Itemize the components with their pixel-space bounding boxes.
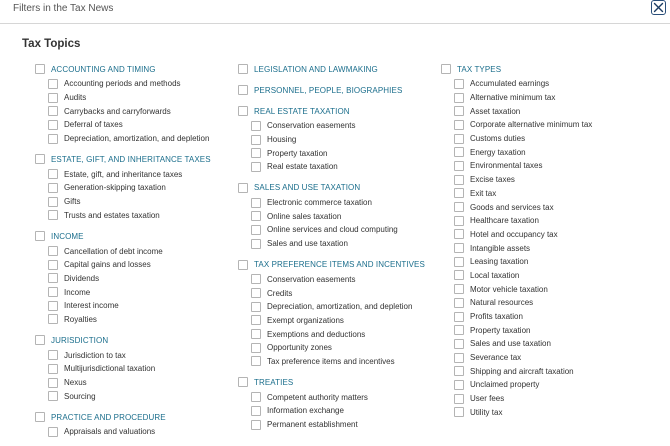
topic-label: Energy taxation bbox=[470, 147, 526, 157]
topic-label: Carrybacks and carryforwards bbox=[64, 106, 171, 116]
topic-checkbox[interactable] bbox=[251, 392, 261, 402]
topic-group bbox=[35, 152, 211, 222]
topic-customs-duties[interactable] bbox=[441, 132, 592, 146]
topic-checkbox[interactable] bbox=[454, 380, 464, 390]
topic-utility-tax[interactable] bbox=[441, 406, 592, 420]
topic-checkbox[interactable] bbox=[48, 246, 58, 256]
topic-label: Goods and services tax bbox=[470, 202, 554, 212]
category-label: PRACTICE AND PROCEDURE bbox=[51, 412, 166, 422]
topic-alternative-minimum-tax[interactable] bbox=[441, 91, 592, 105]
category-checkbox[interactable] bbox=[35, 412, 45, 422]
topic-severance-tax[interactable] bbox=[441, 351, 592, 365]
topic-label: Unclaimed property bbox=[470, 380, 540, 390]
topic-group bbox=[35, 410, 211, 439]
topic-label: Interest income bbox=[64, 301, 119, 311]
topic-checkbox[interactable] bbox=[251, 198, 261, 208]
topic-label: Electronic commerce taxation bbox=[267, 198, 372, 208]
topic-accounting-periods-and-methods[interactable] bbox=[35, 77, 211, 91]
topic-label: Online sales taxation bbox=[267, 211, 342, 221]
topic-label: Credits bbox=[267, 288, 293, 298]
topic-hotel-and-occupancy-tax[interactable] bbox=[441, 228, 592, 242]
topic-checkbox[interactable] bbox=[48, 79, 58, 89]
topic-checkbox[interactable] bbox=[48, 169, 58, 179]
topic-checkbox[interactable] bbox=[251, 148, 261, 158]
topic-corporate-alternative-minimum-tax[interactable] bbox=[441, 118, 592, 132]
topic-label: Generation-skipping taxation bbox=[64, 183, 166, 193]
topic-label: Sourcing bbox=[64, 391, 96, 401]
topic-checkbox[interactable] bbox=[454, 394, 464, 404]
close-icon bbox=[653, 2, 664, 13]
topic-online-sales-taxation[interactable] bbox=[238, 209, 425, 223]
topic-checkbox[interactable] bbox=[454, 407, 464, 417]
topic-checkbox[interactable] bbox=[251, 315, 261, 325]
topic-checkbox[interactable] bbox=[454, 134, 464, 144]
topic-checkbox[interactable] bbox=[454, 216, 464, 226]
topic-checkbox[interactable] bbox=[48, 120, 58, 130]
topic-checkbox[interactable] bbox=[454, 79, 464, 89]
topic-label: Royalties bbox=[64, 314, 97, 324]
topics-column-1 bbox=[35, 62, 211, 446]
topic-checkbox[interactable] bbox=[454, 284, 464, 294]
topic-checkbox[interactable] bbox=[251, 211, 261, 221]
topic-checkbox[interactable] bbox=[454, 93, 464, 103]
topic-checkbox[interactable] bbox=[251, 239, 261, 249]
topic-label: Property taxation bbox=[470, 325, 531, 335]
category-label: ACCOUNTING AND TIMING bbox=[51, 64, 156, 74]
topic-housing[interactable] bbox=[238, 133, 425, 147]
topic-checkbox[interactable] bbox=[251, 329, 261, 339]
category-real-estate-taxation[interactable] bbox=[238, 104, 425, 118]
topic-label: Information exchange bbox=[267, 406, 344, 416]
category-checkbox[interactable] bbox=[238, 183, 248, 193]
topic-checkbox[interactable] bbox=[454, 161, 464, 171]
topic-checkbox[interactable] bbox=[48, 301, 58, 311]
topic-local-taxation[interactable] bbox=[441, 269, 592, 283]
topic-gifts[interactable] bbox=[35, 195, 211, 209]
topic-property-taxation[interactable] bbox=[441, 323, 592, 337]
category-estate-gift-and-inheritance-taxes[interactable] bbox=[35, 152, 211, 166]
category-label: PERSONNEL, PEOPLE, BIOGRAPHIES bbox=[254, 85, 403, 95]
category-checkbox[interactable] bbox=[35, 231, 45, 241]
topic-checkbox[interactable] bbox=[454, 243, 464, 253]
topic-group bbox=[238, 181, 425, 251]
topic-checkbox[interactable] bbox=[48, 364, 58, 374]
category-checkbox[interactable] bbox=[238, 106, 248, 116]
topic-shipping-and-aircraft-taxation[interactable] bbox=[441, 364, 592, 378]
category-label: LEGISLATION AND LAWMAKING bbox=[254, 64, 378, 74]
topic-income[interactable] bbox=[35, 285, 211, 299]
topic-trusts-and-estates-taxation[interactable] bbox=[35, 209, 211, 223]
category-label: TAX PREFERENCE ITEMS AND INCENTIVES bbox=[254, 260, 425, 269]
topic-group bbox=[238, 62, 425, 76]
topic-carrybacks-and-carryforwards[interactable] bbox=[35, 104, 211, 118]
topic-motor-vehicle-taxation[interactable] bbox=[441, 282, 592, 296]
category-tax-preference-items-and-incentives[interactable] bbox=[238, 258, 425, 272]
topic-jurisdiction-to-tax[interactable] bbox=[35, 348, 211, 362]
topic-label: Permanent establishment bbox=[267, 420, 358, 430]
category-personnel-people-biographies[interactable] bbox=[238, 83, 425, 97]
topic-label: Shipping and aircraft taxation bbox=[470, 366, 574, 376]
topic-deferral-of-taxes[interactable] bbox=[35, 118, 211, 132]
topic-royalties[interactable] bbox=[35, 313, 211, 327]
topic-energy-taxation[interactable] bbox=[441, 145, 592, 159]
topic-checkbox[interactable] bbox=[454, 147, 464, 157]
topic-label: Opportunity zones bbox=[267, 343, 332, 353]
topic-group bbox=[238, 258, 425, 369]
topic-label: Real estate taxation bbox=[267, 162, 338, 172]
topic-label: Online services and cloud computing bbox=[267, 225, 398, 235]
topic-label: Trusts and estates taxation bbox=[64, 210, 160, 220]
topic-audits[interactable] bbox=[35, 91, 211, 105]
dialog-titlebar bbox=[0, 0, 670, 24]
topic-label: Tax preference items and incentives bbox=[267, 356, 395, 366]
topic-label: Capital gains and losses bbox=[64, 260, 151, 270]
topic-checkbox[interactable] bbox=[48, 106, 58, 116]
topic-depreciation-amortization-and-depletion[interactable] bbox=[35, 132, 211, 146]
topic-conservation-easements[interactable] bbox=[238, 273, 425, 287]
topic-label: Severance tax bbox=[470, 353, 522, 363]
topic-group bbox=[238, 104, 425, 174]
category-label: TREATIES bbox=[254, 377, 294, 387]
category-checkbox[interactable] bbox=[238, 85, 248, 95]
category-label: TAX TYPES bbox=[457, 64, 502, 74]
topic-label: Accounting periods and methods bbox=[64, 79, 181, 89]
category-label: REAL ESTATE TAXATION bbox=[254, 106, 350, 116]
topic-checkbox[interactable] bbox=[251, 225, 261, 235]
topic-capital-gains-and-losses[interactable] bbox=[35, 258, 211, 272]
topic-label: Multijurisdictional taxation bbox=[64, 364, 156, 374]
topic-label: Customs duties bbox=[470, 134, 526, 144]
topic-checkbox[interactable] bbox=[48, 273, 58, 283]
category-checkbox[interactable] bbox=[238, 64, 248, 74]
topic-group bbox=[238, 83, 425, 97]
topic-unclaimed-property[interactable] bbox=[441, 378, 592, 392]
topic-label: Profits taxation bbox=[470, 312, 523, 322]
topic-group bbox=[35, 333, 211, 403]
topic-checkbox[interactable] bbox=[251, 162, 261, 172]
topic-checkbox[interactable] bbox=[251, 121, 261, 131]
topic-checkbox[interactable] bbox=[48, 183, 58, 193]
topic-tax-preference-items-and-incentives[interactable] bbox=[238, 355, 425, 369]
topic-label: Excise taxes bbox=[470, 175, 515, 185]
topic-asset-taxation[interactable] bbox=[441, 104, 592, 118]
topic-label: Income bbox=[64, 287, 91, 297]
topic-label: Asset taxation bbox=[470, 106, 521, 116]
topic-checkbox[interactable] bbox=[454, 175, 464, 185]
section-heading: Tax Topics bbox=[22, 38, 81, 50]
topic-electronic-commerce-taxation[interactable] bbox=[238, 196, 425, 210]
topic-checkbox[interactable] bbox=[454, 298, 464, 308]
topic-checkbox[interactable] bbox=[48, 314, 58, 324]
topic-checkbox[interactable] bbox=[48, 210, 58, 220]
dialog-title: Filters in the Tax News bbox=[13, 3, 114, 14]
topic-real-estate-taxation[interactable] bbox=[238, 160, 425, 174]
topics-column-3 bbox=[441, 62, 592, 426]
topic-label: Exemptions and deductions bbox=[267, 329, 366, 339]
category-label: INCOME bbox=[51, 231, 84, 241]
topic-label: Hotel and occupancy tax bbox=[470, 229, 558, 239]
topic-information-exchange[interactable] bbox=[238, 404, 425, 418]
topic-checkbox[interactable] bbox=[251, 406, 261, 416]
topic-sourcing[interactable] bbox=[35, 389, 211, 403]
topic-checkbox[interactable] bbox=[454, 120, 464, 130]
topic-checkbox[interactable] bbox=[48, 93, 58, 103]
topic-profits-taxation[interactable] bbox=[441, 310, 592, 324]
topic-accumulated-earnings[interactable] bbox=[441, 77, 592, 91]
topic-label: Gifts bbox=[64, 197, 81, 207]
topic-label: Sales and use taxation bbox=[470, 339, 551, 349]
topic-label: Local taxation bbox=[470, 270, 520, 280]
topic-generation-skipping-taxation[interactable] bbox=[35, 181, 211, 195]
topic-label: Environmental taxes bbox=[470, 161, 543, 171]
topic-competent-authority-matters[interactable] bbox=[238, 390, 425, 404]
category-checkbox[interactable] bbox=[35, 154, 45, 164]
category-jurisdiction[interactable] bbox=[35, 333, 211, 347]
category-checkbox[interactable] bbox=[35, 335, 45, 345]
topic-depreciation-amortization-and-depletion[interactable] bbox=[238, 300, 425, 314]
category-tax-types[interactable] bbox=[441, 62, 592, 76]
topic-excise-taxes[interactable] bbox=[441, 173, 592, 187]
topic-label: Depreciation, amortization, and depletion bbox=[64, 134, 210, 144]
topic-cancellation-of-debt-income[interactable] bbox=[35, 244, 211, 258]
topic-label: Exit tax bbox=[470, 188, 497, 198]
topic-checkbox[interactable] bbox=[251, 302, 261, 312]
topic-label: Nexus bbox=[64, 378, 87, 388]
topic-label: Healthcare taxation bbox=[470, 216, 539, 226]
category-sales-and-use-taxation[interactable] bbox=[238, 181, 425, 195]
topic-checkbox[interactable] bbox=[251, 274, 261, 284]
category-checkbox[interactable] bbox=[238, 260, 248, 270]
topic-label: Estate, gift, and inheritance taxes bbox=[64, 169, 183, 179]
topic-natural-resources[interactable] bbox=[441, 296, 592, 310]
topic-checkbox[interactable] bbox=[454, 202, 464, 212]
topic-group bbox=[238, 375, 425, 431]
topic-group bbox=[35, 229, 211, 326]
topic-multijurisdictional-taxation[interactable] bbox=[35, 362, 211, 376]
category-treaties[interactable] bbox=[238, 375, 425, 389]
category-accounting-and-timing[interactable] bbox=[35, 62, 211, 76]
category-legislation-and-lawmaking[interactable] bbox=[238, 62, 425, 76]
close-button[interactable] bbox=[651, 0, 666, 15]
topic-checkbox[interactable] bbox=[454, 312, 464, 322]
topic-checkbox[interactable] bbox=[48, 350, 58, 360]
topic-checkbox[interactable] bbox=[454, 366, 464, 376]
topic-appraisals-and-valuations[interactable] bbox=[35, 425, 211, 439]
topic-label: Sales and use taxation bbox=[267, 239, 348, 249]
topic-checkbox[interactable] bbox=[251, 420, 261, 430]
category-practice-and-procedure[interactable] bbox=[35, 410, 211, 424]
topic-goods-and-services-tax[interactable] bbox=[441, 200, 592, 214]
category-label: SALES AND USE TAXATION bbox=[254, 183, 361, 193]
topic-exit-tax[interactable] bbox=[441, 187, 592, 201]
topic-checkbox[interactable] bbox=[48, 427, 58, 437]
topic-label: Audits bbox=[64, 93, 87, 103]
topic-exemptions-and-deductions[interactable] bbox=[238, 327, 425, 341]
topic-label: Motor vehicle taxation bbox=[470, 284, 548, 294]
topic-label: User fees bbox=[470, 394, 505, 404]
topic-permanent-establishment[interactable] bbox=[238, 418, 425, 432]
topic-checkbox[interactable] bbox=[48, 378, 58, 388]
topic-checkbox[interactable] bbox=[48, 134, 58, 144]
category-checkbox[interactable] bbox=[35, 64, 45, 74]
topic-label: Intangible assets bbox=[470, 243, 531, 253]
topic-checkbox[interactable] bbox=[454, 339, 464, 349]
category-income[interactable] bbox=[35, 229, 211, 243]
topic-label: Conservation easements bbox=[267, 121, 356, 131]
topic-label: Property taxation bbox=[267, 148, 328, 158]
topic-nexus[interactable] bbox=[35, 376, 211, 390]
topic-checkbox[interactable] bbox=[251, 356, 261, 366]
topic-label: Cancellation of debt income bbox=[64, 246, 163, 256]
topic-property-taxation[interactable] bbox=[238, 146, 425, 160]
topic-sales-and-use-taxation[interactable] bbox=[441, 337, 592, 351]
topic-label: Corporate alternative minimum tax bbox=[470, 120, 593, 130]
topic-checkbox[interactable] bbox=[251, 288, 261, 298]
topic-credits[interactable] bbox=[238, 286, 425, 300]
topic-checkbox[interactable] bbox=[48, 260, 58, 270]
topic-checkbox[interactable] bbox=[454, 270, 464, 280]
topic-sales-and-use-taxation[interactable] bbox=[238, 237, 425, 251]
category-checkbox[interactable] bbox=[238, 377, 248, 387]
topic-group bbox=[441, 62, 592, 419]
topic-leasing-taxation[interactable] bbox=[441, 255, 592, 269]
topic-checkbox[interactable] bbox=[48, 197, 58, 207]
topic-label: Depreciation, amortization, and depletion bbox=[267, 302, 413, 312]
topic-label: Exempt organizations bbox=[267, 315, 344, 325]
topic-label: Deferral of taxes bbox=[64, 120, 123, 130]
topic-checkbox[interactable] bbox=[454, 106, 464, 116]
topic-dividends[interactable] bbox=[35, 272, 211, 286]
topic-label: Conservation easements bbox=[267, 274, 356, 284]
topic-healthcare-taxation[interactable] bbox=[441, 214, 592, 228]
topic-estate-gift-and-inheritance-taxes[interactable] bbox=[35, 167, 211, 181]
topic-label: Leasing taxation bbox=[470, 257, 529, 267]
topic-user-fees[interactable] bbox=[441, 392, 592, 406]
topic-conservation-easements[interactable] bbox=[238, 119, 425, 133]
topic-checkbox[interactable] bbox=[48, 391, 58, 401]
topic-label: Dividends bbox=[64, 273, 100, 283]
topics-column-2 bbox=[238, 62, 425, 438]
topic-online-services-and-cloud-computing[interactable] bbox=[238, 223, 425, 237]
topic-label: Alternative minimum tax bbox=[470, 93, 556, 103]
topic-environmental-taxes[interactable] bbox=[441, 159, 592, 173]
category-label: JURISDICTION bbox=[51, 335, 109, 345]
topic-intangible-assets[interactable] bbox=[441, 241, 592, 255]
topic-checkbox[interactable] bbox=[454, 229, 464, 239]
topic-interest-income[interactable] bbox=[35, 299, 211, 313]
topic-checkbox[interactable] bbox=[454, 325, 464, 335]
category-checkbox[interactable] bbox=[441, 64, 451, 74]
topic-label: Utility tax bbox=[470, 407, 503, 417]
topic-label: Jurisdiction to tax bbox=[64, 350, 126, 360]
topic-checkbox[interactable] bbox=[251, 343, 261, 353]
topic-label: Accumulated earnings bbox=[470, 79, 550, 89]
category-label: ESTATE, GIFT, AND INHERITANCE TAXES bbox=[51, 154, 211, 164]
topic-label: Appraisals and valuations bbox=[64, 427, 156, 437]
topic-opportunity-zones[interactable] bbox=[238, 341, 425, 355]
topic-label: Natural resources bbox=[470, 298, 534, 308]
topic-label: Competent authority matters bbox=[267, 392, 368, 402]
topic-checkbox[interactable] bbox=[454, 353, 464, 363]
topic-checkbox[interactable] bbox=[454, 257, 464, 267]
topic-checkbox[interactable] bbox=[454, 188, 464, 198]
topic-label: Housing bbox=[267, 135, 297, 145]
topic-exempt-organizations[interactable] bbox=[238, 314, 425, 328]
topic-group bbox=[35, 62, 211, 145]
topic-checkbox[interactable] bbox=[48, 287, 58, 297]
topic-checkbox[interactable] bbox=[251, 135, 261, 145]
